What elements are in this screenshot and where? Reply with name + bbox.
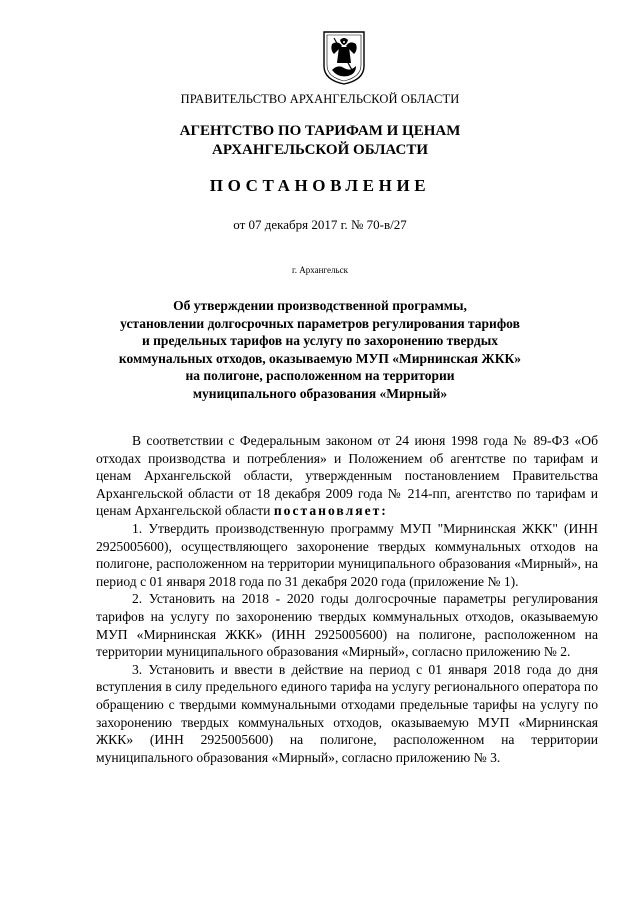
- subject-line: установлении долгосрочных параметров регулирования тарифов: [120, 315, 520, 331]
- arkhangelsk-coat-of-arms-icon: [322, 30, 366, 85]
- agency-name-line-2: АРХАНГЕЛЬСКОЙ ОБЛАСТИ: [212, 142, 428, 158]
- item-paragraph-1: 1. Утвердить производственную программу МУП "Мирнинская ЖКК" (ИНН 2925005600), осуществляющего захоронение твердых коммунальных отходов на полигоне, расположенном на территории муниципального образования «Мирный», на период с 01 января 2018 года по 31 декабря 2020 года (приложение № 1).: [96, 520, 598, 589]
- subject-line: на полигоне, расположенном на территории: [185, 368, 455, 383]
- item-paragraph-2: 2. Установить на 2018 - 2020 годы долгосрочные параметры регулирования тарифов на услугу по захоронению твердых коммунальных отходов, оказываемую МУП «Мирнинская ЖКК» (ИНН 2925005600) на полигоне, расположенном на территории муниципального образования «Мирный», согласно приложению № 2.: [96, 591, 598, 660]
- document-body: [96, 432, 598, 766]
- document-date-number: от 07 декабря 2017 г. № 70-в/27: [233, 217, 407, 232]
- government-name: ПРАВИТЕЛЬСТВО АРХАНГЕЛЬСКОЙ ОБЛАСТИ: [180, 92, 460, 106]
- decree-word: постановляет:: [273, 503, 388, 519]
- agency-name-line-1: АГЕНТСТВО ПО ТАРИФАМ И ЦЕНАМ: [179, 123, 461, 139]
- subject-line: муниципального образования «Мирный»: [192, 385, 448, 401]
- subject-line: и предельных тарифов на услугу по захоронению твердых: [142, 333, 498, 348]
- subject-line: коммунальных отходов, оказываемую МУП «Мирнинская ЖКК»: [118, 350, 522, 366]
- document-subject: [0, 297, 640, 402]
- document-city: г. Архангельск: [292, 265, 348, 275]
- agency-name: [0, 122, 640, 160]
- document-type: ПОСТАНОВЛЕНИЕ: [209, 176, 431, 195]
- subject-line: Об утверждении производственной программы,: [173, 298, 467, 313]
- item-paragraph-3: 3. Установить и ввести в действие на период с 01 января 2018 года до дня вступления в силу предельного единого тарифа на услугу регионального оператора по обращению с твердыми коммунальными отходами предельные тарифы на услугу по захоронению твердых коммунальных отходов, оказываемую МУП «Мирнинская ЖКК» (ИНН 2925005600) на полигоне, расположенном на территории муниципального образования «Мирный», согласно приложению № 3.: [96, 661, 598, 765]
- preamble-paragraph: [96, 432, 598, 520]
- preamble-text: В соответствии с Федеральным законом от 24 июня 1998 года № 89-ФЗ «Об отходах производства и потребления» и Положением об агентстве по тарифам и ценам Архангельской области, утвержденным постановлением Правительства Архангельской области от 18 декабря 2009 года № 214-пп, агентство по тарифам и ценам Архангельской области: [96, 433, 598, 519]
